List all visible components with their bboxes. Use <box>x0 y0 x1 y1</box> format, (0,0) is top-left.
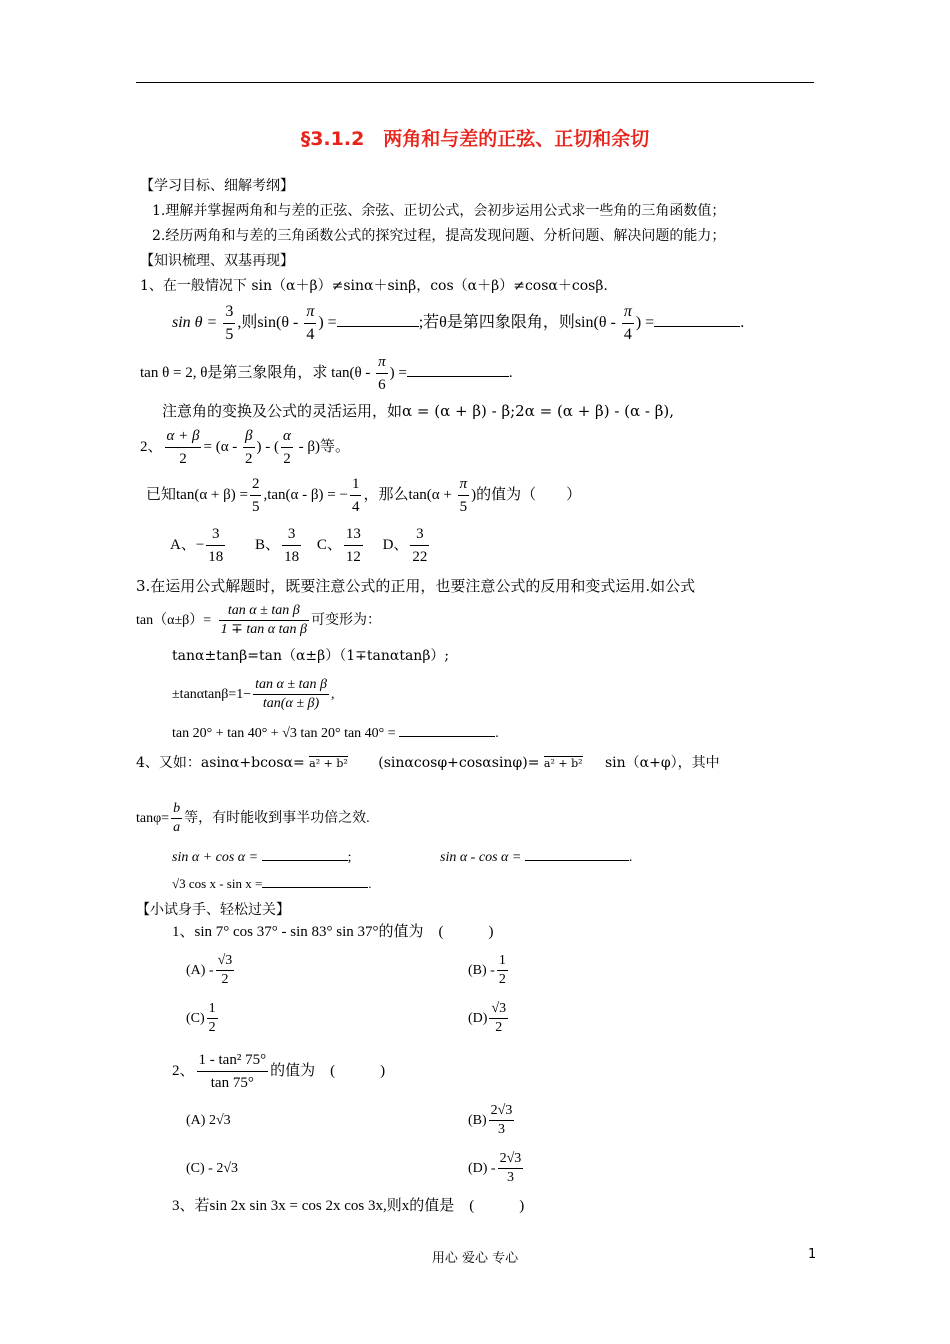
answer-blank[interactable] <box>654 326 740 327</box>
fraction-alpha-beta-2: $\frac{\alpha + \beta}{2}$ <box>165 425 202 470</box>
answer-blank[interactable] <box>399 736 495 737</box>
p2-option-a[interactable]: (A) 2√3 <box>186 1113 231 1128</box>
p1-option-a[interactable]: (A) - $\frac{√3}{2}$ <box>186 953 233 988</box>
fraction-pi-4-b: $\frac{\pi}{4}$ <box>623 302 632 343</box>
fraction-tan-sum: $\frac{\text{tan α ± tan β}}{\text{1 ∓ tan α tan β}}$ <box>220 603 307 638</box>
option-b[interactable]: B、 $\frac{3}{18}$ <box>255 537 303 553</box>
fraction-2-5: $\frac{2}{5}$ <box>250 473 262 518</box>
fraction-pi-4: $\frac{\pi}{4}$ <box>306 302 315 343</box>
q2-note: 注意角的变换及公式的灵活运用，如α = (α + β) - β;2α = (α + β) - (α - β), <box>162 402 675 420</box>
page-number: 1 <box>808 1247 817 1262</box>
goal-item-2: 2.经历两角和与差的三角函数公式的探究过程，提高发现问题、分析问题、解决问题的能力； <box>152 228 726 244</box>
q1-tan-problem: tan θ = 2, θ是第三象限角，求 tan(θ - $\frac{\pi}{6}$ ) = . <box>140 350 513 396</box>
option-a[interactable]: A、− $\frac{3}{18}$ <box>170 537 227 553</box>
q3-formula: tan（α±β）= $\frac{\text{tan α ± tan β}}{\text{1 ∓ tan α tan β}}$ 可变形为： <box>136 603 381 638</box>
practice-q1: 1、sin 7° cos 37° - sin 83° sin 37°的值为 ( ) <box>172 924 494 940</box>
q2-identity: 2、 $\frac{\alpha + \beta}{2}$ = (α - $\frac{\beta}{2}$ ) - ( $\frac{\alpha}{2}$ - β)等。 <box>140 424 350 470</box>
section-header-practice: 【小试身手、轻松过关】 <box>136 902 290 918</box>
q2-known: 已知tan(α + β) = $\frac{2}{5}$ ,tan(α - β) = − $\frac{1}{4}$ ，那么tan(α + $\frac{\pi}{5}$ )的值为（ ） <box>146 472 581 518</box>
fraction-pi-5: $\frac{\pi}{5}$ <box>458 473 470 518</box>
p1-option-c[interactable]: (C) $\frac{1}{2}$ <box>186 1001 216 1036</box>
q1-statement: 1、在一般情况下 sin（α＋β）≠sinα＋sinβ，cos（α＋β）≠cosα＋cosβ. <box>140 278 608 294</box>
top-rule <box>136 82 814 83</box>
answer-blank[interactable] <box>262 860 348 861</box>
answer-blank[interactable] <box>337 326 419 327</box>
q1-sin-problem: sin θ = $\frac{3}{5}$ ,则sin(θ - $\frac{\pi}{4}$ ) = ;若θ是第四象限角，则sin(θ - $\frac{\pi}{4}$ ) = . <box>172 300 744 346</box>
page-title: §3.1.2 两角和与差的正弦、正切和余切 <box>300 128 650 150</box>
q4-exercise-3: √3 cos x - sin x = . <box>172 876 372 891</box>
practice-q3: 3、若sin 2x sin 3x = cos 2x cos 3x,则x的值是 ( ) <box>172 1198 525 1214</box>
p2-option-b[interactable]: (B) $\frac{2√3}{3}$ <box>468 1103 513 1138</box>
q4-tan-phi: tanφ= $\frac{b}{a}$ 等，有时能收到事半功倍之效. <box>136 801 370 836</box>
q2-options <box>170 522 431 568</box>
q4-exercise-1: sin α + cos α = ; <box>172 850 352 865</box>
q4-exercise-2: sin α - cos α = . <box>440 850 633 865</box>
q3-exercise: tan 20° + tan 40° + √3 tan 20° tan 40° = . <box>172 726 499 741</box>
fraction-pi-6: $\frac{\pi}{6}$ <box>376 351 388 396</box>
fraction-alpha-2: $\frac{\alpha}{2}$ <box>281 425 293 470</box>
option-d[interactable]: D、 $\frac{3}{22}$ <box>383 537 432 553</box>
q3-variant-2: ±tanαtanβ=1− $\frac{\text{tan α ± tan β}}{\tan(\alpha \pm \beta)}$ , <box>172 677 335 712</box>
p1-option-b[interactable]: (B) - $\frac{1}{2}$ <box>468 953 506 988</box>
q3-variant-1: tanα±tanβ=tan（α±β）（1∓tanαtanβ）; <box>172 648 450 664</box>
p2-option-d[interactable]: (D) - $\frac{2√3}{3}$ <box>468 1151 522 1186</box>
practice-q2: 2、 $\frac{\text{1 - tan² 75°}}{\tan 75^\circ}$ 的值为 ( ) <box>172 1048 385 1094</box>
fraction-beta-2: $\frac{\beta}{2}$ <box>243 425 255 470</box>
answer-blank[interactable] <box>262 887 368 888</box>
answer-blank[interactable] <box>407 376 509 377</box>
p1-option-d[interactable]: (D) $\frac{√3}{2}$ <box>468 1001 507 1036</box>
fraction-tan75: $\frac{\text{1 - tan² 75°}}{\tan 75^\circ}$ <box>197 1049 269 1094</box>
sqrt-a2-b2: a² + b² <box>309 757 348 770</box>
fraction-b-a: $\frac{b}{a}$ <box>173 801 181 836</box>
fraction-tan-ratio: $\frac{\text{tan α ± tan β}}{\tan(\alpha \pm \beta)}$ <box>255 677 327 712</box>
footer-slogan: 用心 爱心 专心 <box>431 1251 519 1266</box>
section-header-knowledge: 【知识梳理、双基再现】 <box>140 253 294 269</box>
option-c[interactable]: C、 $\frac{13}{12}$ <box>317 537 365 553</box>
fraction-1-4: $\frac{1}{4}$ <box>350 473 362 518</box>
q4-statement: 4、又如：asinα+bcosα= a² + b² (sinαcosφ+cosαsinφ)= a² + b² sin（α+φ），其中 <box>136 755 720 771</box>
p2-option-c[interactable]: (C) - 2√3 <box>186 1161 239 1176</box>
goal-item-1: 1.理解并掌握两角和与差的正弦、余弦、正切公式，会初步运用公式求一些角的三角函数值； <box>152 203 726 219</box>
fraction-3-5: $\frac{3}{5}$ <box>225 302 234 343</box>
q3-statement: 3.在运用公式解题时，既要注意公式的正用，也要注意公式的反用和变式运用.如公式 <box>136 577 696 595</box>
answer-blank[interactable] <box>525 860 629 861</box>
section-header-goals: 【学习目标、细解考纲】 <box>140 178 294 194</box>
